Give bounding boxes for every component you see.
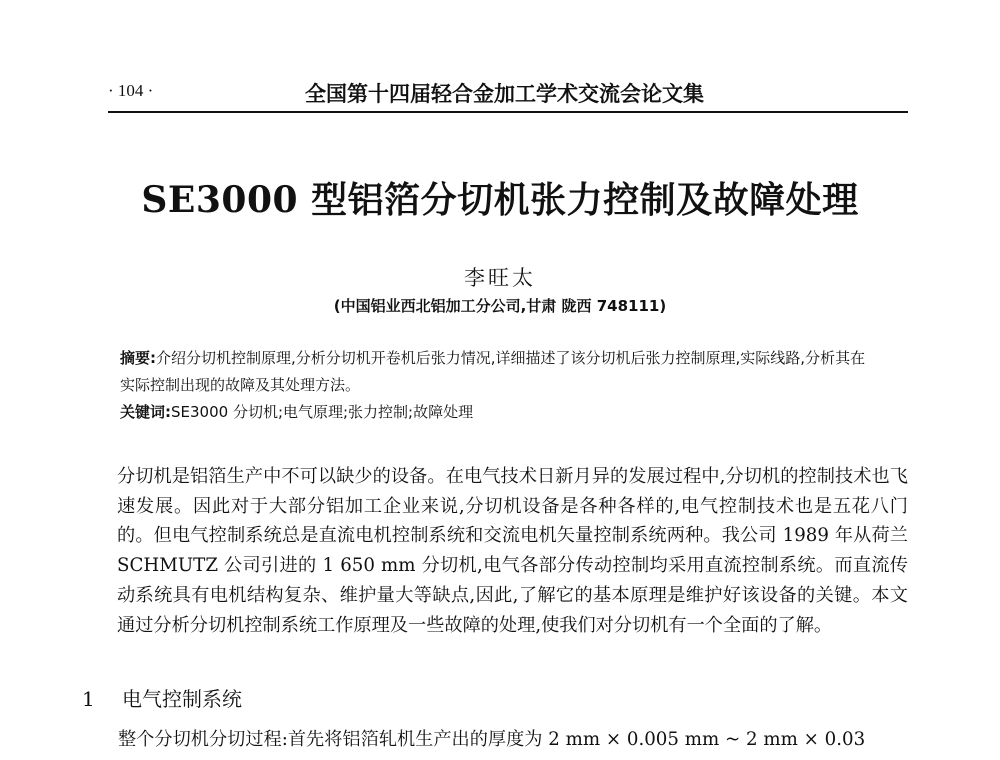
section-heading — [82, 683, 242, 712]
abstract — [120, 345, 880, 399]
author-name: 李旺太 — [464, 266, 536, 290]
abstract-label: 摘要: — [120, 349, 156, 367]
page-number: · 104 · — [108, 81, 154, 100]
section-title: 电气控制系统 — [122, 687, 242, 711]
header-rule — [108, 111, 908, 113]
body-paragraph-1 — [80, 462, 908, 640]
keywords — [120, 399, 880, 426]
journal-title: 全国第十四届轻合金加工学术交流会论文集 — [305, 82, 704, 106]
running-header — [108, 78, 908, 112]
author-affiliation: (中国铝业西北铝加工分公司,甘肃 陇西 748111) — [333, 297, 667, 315]
paragraph-text: 分切机是铝箔生产中不可以缺少的设备。在电气技术日新月异的发展过程中,分切机的控制技术也飞速发展。因此对于大部分铝加工企业来说,分切机设备是各种各样的,电气控制技术也是五花八门的。但电气控制系统总是直流电机控制系统和交流电机矢量控制系统两种。我公司 1989 年从荷兰 SCHMUTZ 公司引进的 1 650 mm 分切机,电气各部分传动控制均采用直流控制系统。而直流传动系统具有电机结构复杂、维护量大等缺点,因此,了解它的基本原理是维护好该设备的关键。本文通过分析分切机控制系统工作原理及一些故障的处理,使我们对分切机有一个全面的了解。 — [117, 466, 908, 636]
keywords-label: 关键词: — [120, 403, 171, 421]
abstract-text: 介绍分切机控制原理,分析分切机开卷机后张力情况,详细描述了该分切机后张力控制原理,实际线路,分析其在实际控制出现的故障及其处理方法。 — [120, 349, 866, 394]
body-paragraph-2: 整个分切机分切过程:首先将铝箔轧机生产出的厚度为 2 mm × 0.005 mm ~ 2 mm × 0.03 — [118, 729, 866, 750]
paper-title: SE3000 型铝箔分切机张力控制及故障处理 — [141, 179, 859, 221]
section-number: 1 — [82, 687, 95, 711]
abstract-block — [120, 345, 880, 426]
keywords-text: SE3000 分切机;电气原理;张力控制;故障处理 — [171, 403, 474, 421]
